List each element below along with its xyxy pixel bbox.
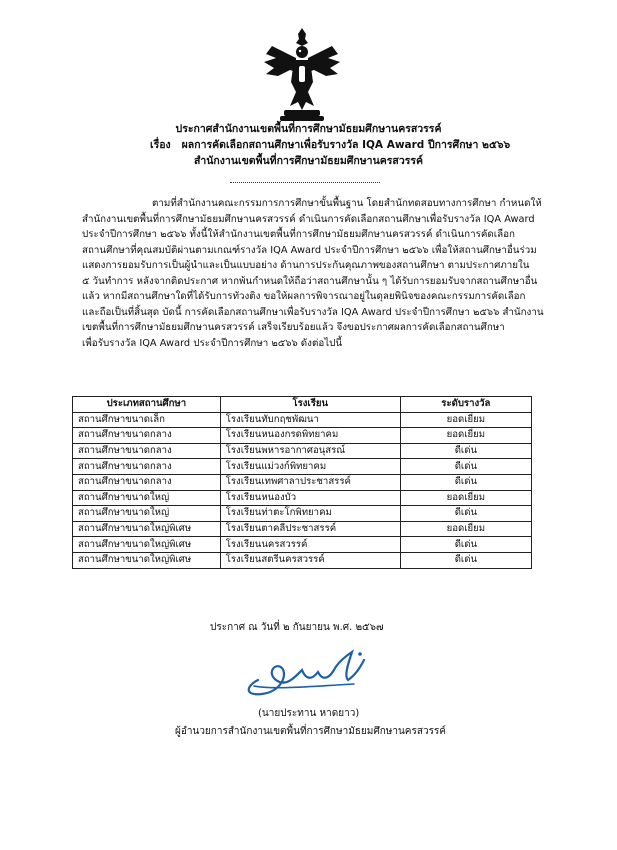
school-cell: โรงเรียนทับกฤชพัฒนา xyxy=(220,412,400,428)
body-line: แสดงการยอมรับการเป็นผู้นำและเป็นแบบอย่าง ด้านการประกันคุณภาพของสถานศึกษา ตามประกาศภายใน xyxy=(82,260,530,271)
signer-name: (นายประทาน หาดยาว) xyxy=(258,708,360,719)
body-line: สำนักงานเขตพื้นที่การศึกษามัธยมศึกษานครสวรรค์ ดำเนินการคัดเลือกสถานศึกษาเพื่อรับรางวัล IQA Award xyxy=(82,213,535,225)
school-type-cell: สถานศึกษาขนาดใหญ่ xyxy=(73,490,221,506)
table-row xyxy=(73,428,532,444)
table-row xyxy=(73,506,532,522)
award-level-cell: ดีเด่น xyxy=(400,506,531,522)
table-row xyxy=(73,412,532,428)
table-row xyxy=(73,459,532,475)
issuing-office: สำนักงานเขตพื้นที่การศึกษามัธยมศึกษานครสวรรค์ xyxy=(193,155,424,167)
table-row xyxy=(73,474,532,490)
signer-position: ผู้อำนวยการสำนักงานเขตพื้นที่การศึกษามัธยมศึกษานครสวรรค์ xyxy=(175,726,446,737)
school-type-cell: สถานศึกษาขนาดใหญ่ xyxy=(73,506,221,522)
school-cell: โรงเรียนนครสวรรค์ xyxy=(220,537,400,553)
body-line: ๕ วันทำการ หลังจากติดประกาศ หากพ้นกำหนดให้ถือว่าสถานศึกษานั้น ๆ ได้รับการยอมรับจากสถานศึกษาอื่น xyxy=(82,275,538,287)
body-line: สถานศึกษาที่คุณสมบัติผ่านตามเกณฑ์รางวัล IQA Award ประจำปีการศึกษา ๒๕๖๖ เพื่อให้สถานศึกษาอื่นร่วม xyxy=(82,244,537,256)
school-cell: โรงเรียนหนองบัว xyxy=(220,490,400,506)
body-line: เพื่อรับรางวัล IQA Award ประจำปีการศึกษา ๒๕๖๖ ดังต่อไปนี้ xyxy=(82,337,343,349)
award-level-cell: ดีเด่น xyxy=(400,459,531,475)
school-cell: โรงเรียนเทพศาลาประชาสรรค์ xyxy=(220,474,400,490)
award-level-cell: ยอดเยี่ยม xyxy=(400,490,531,506)
awards-table xyxy=(72,396,532,569)
school-cell: โรงเรียนท่าตะโกพิทยาคม xyxy=(220,506,400,522)
school-cell: โรงเรียนตาคลีประชาสรรค์ xyxy=(220,521,400,537)
award-level-cell: ยอดเยี่ยม xyxy=(400,428,531,444)
award-level-cell: ดีเด่น xyxy=(400,443,531,459)
body-line: ประจำปีการศึกษา ๒๕๖๖ ทั้งนี้ให้สำนักงานเขตพื้นที่การศึกษามัธยมศึกษานครสวรรค์ ดำเนินการคัดเลือก xyxy=(82,229,515,240)
award-level-cell: ดีเด่น xyxy=(400,537,531,553)
body-line: ตามที่สำนักงานคณะกรรมการการศึกษาขั้นพื้นฐาน โดยสำนักทดสอบทางการศึกษา กำหนดให้ xyxy=(152,198,542,209)
school-cell: โรงเรียนหนองกรดพิทยาคม xyxy=(220,428,400,444)
garuda-emblem-icon xyxy=(262,24,342,124)
body-line: และถือเป็นที่สิ้นสุด บัดนี้ การคัดเลือกสถานศึกษาเพื่อรับรางวัล IQA Award ประจำปีการศึกษา ๒๕๖๖ สำนักงาน xyxy=(82,306,544,318)
header-school: โรงเรียน xyxy=(220,397,400,413)
award-level-cell: ดีเด่น xyxy=(400,552,531,568)
body-line: เขตพื้นที่การศึกษามัธยมศึกษานครสวรรค์ เสร็จเรียบร้อยแล้ว จึงขอประกาศผลการคัดเลือกสถานศึกษา xyxy=(82,322,505,333)
school-type-cell: สถานศึกษาขนาดใหญ่พิเศษ xyxy=(73,552,221,568)
table-row xyxy=(73,443,532,459)
table-row xyxy=(73,521,532,537)
school-cell: โรงเรียนสตรีนครสวรรค์ xyxy=(220,552,400,568)
announcement-subject xyxy=(150,138,510,152)
school-cell: โรงเรียนพหารอากาศอนุสรณ์ xyxy=(220,443,400,459)
school-type-cell: สถานศึกษาขนาดกลาง xyxy=(73,443,221,459)
table-row xyxy=(73,537,532,553)
subject-text: ผลการคัดเลือกสถานศึกษาเพื่อรับรางวัล IQA Award ปีการศึกษา ๒๕๖๖ xyxy=(181,139,511,151)
announcement-date: ประกาศ ณ วันที่ ๒ กันยายน พ.ศ. ๒๕๖๗ xyxy=(210,622,384,633)
announcement-title: ประกาศสำนักงานเขตพื้นที่การศึกษามัธยมศึกษานครสวรรค์ xyxy=(175,123,442,135)
award-level-cell: ดีเด่น xyxy=(400,474,531,490)
award-level-cell: ยอดเยี่ยม xyxy=(400,412,531,428)
school-type-cell: สถานศึกษาขนาดเล็ก xyxy=(73,412,221,428)
announcement-body xyxy=(82,196,552,351)
award-level-cell: ยอดเยี่ยม xyxy=(400,521,531,537)
separator-line xyxy=(230,182,380,183)
school-type-cell: สถานศึกษาขนาดกลาง xyxy=(73,428,221,444)
school-type-cell: สถานศึกษาขนาดกลาง xyxy=(73,459,221,475)
table-row xyxy=(73,552,532,568)
table-header-row xyxy=(73,397,532,413)
body-line: แล้ว หากมีสถานศึกษาใดที่ได้รับการทัวงติง ขอให้ผลการพิจารณาอยู่ในดุลยพินิจของคณะกรรมการคัดเลือก xyxy=(82,291,526,302)
school-type-cell: สถานศึกษาขนาดกลาง xyxy=(73,474,221,490)
school-cell: โรงเรียนแม่วงก์พิทยาคม xyxy=(220,459,400,475)
subject-label: เรื่อง xyxy=(150,139,171,151)
school-type-cell: สถานศึกษาขนาดใหญ่พิเศษ xyxy=(73,537,221,553)
signature-icon xyxy=(236,646,376,700)
header-school-type: ประเภทสถานศึกษา xyxy=(73,397,221,413)
school-type-cell: สถานศึกษาขนาดใหญ่พิเศษ xyxy=(73,521,221,537)
header-award-level: ระดับรางวัล xyxy=(400,397,531,413)
table-row xyxy=(73,490,532,506)
